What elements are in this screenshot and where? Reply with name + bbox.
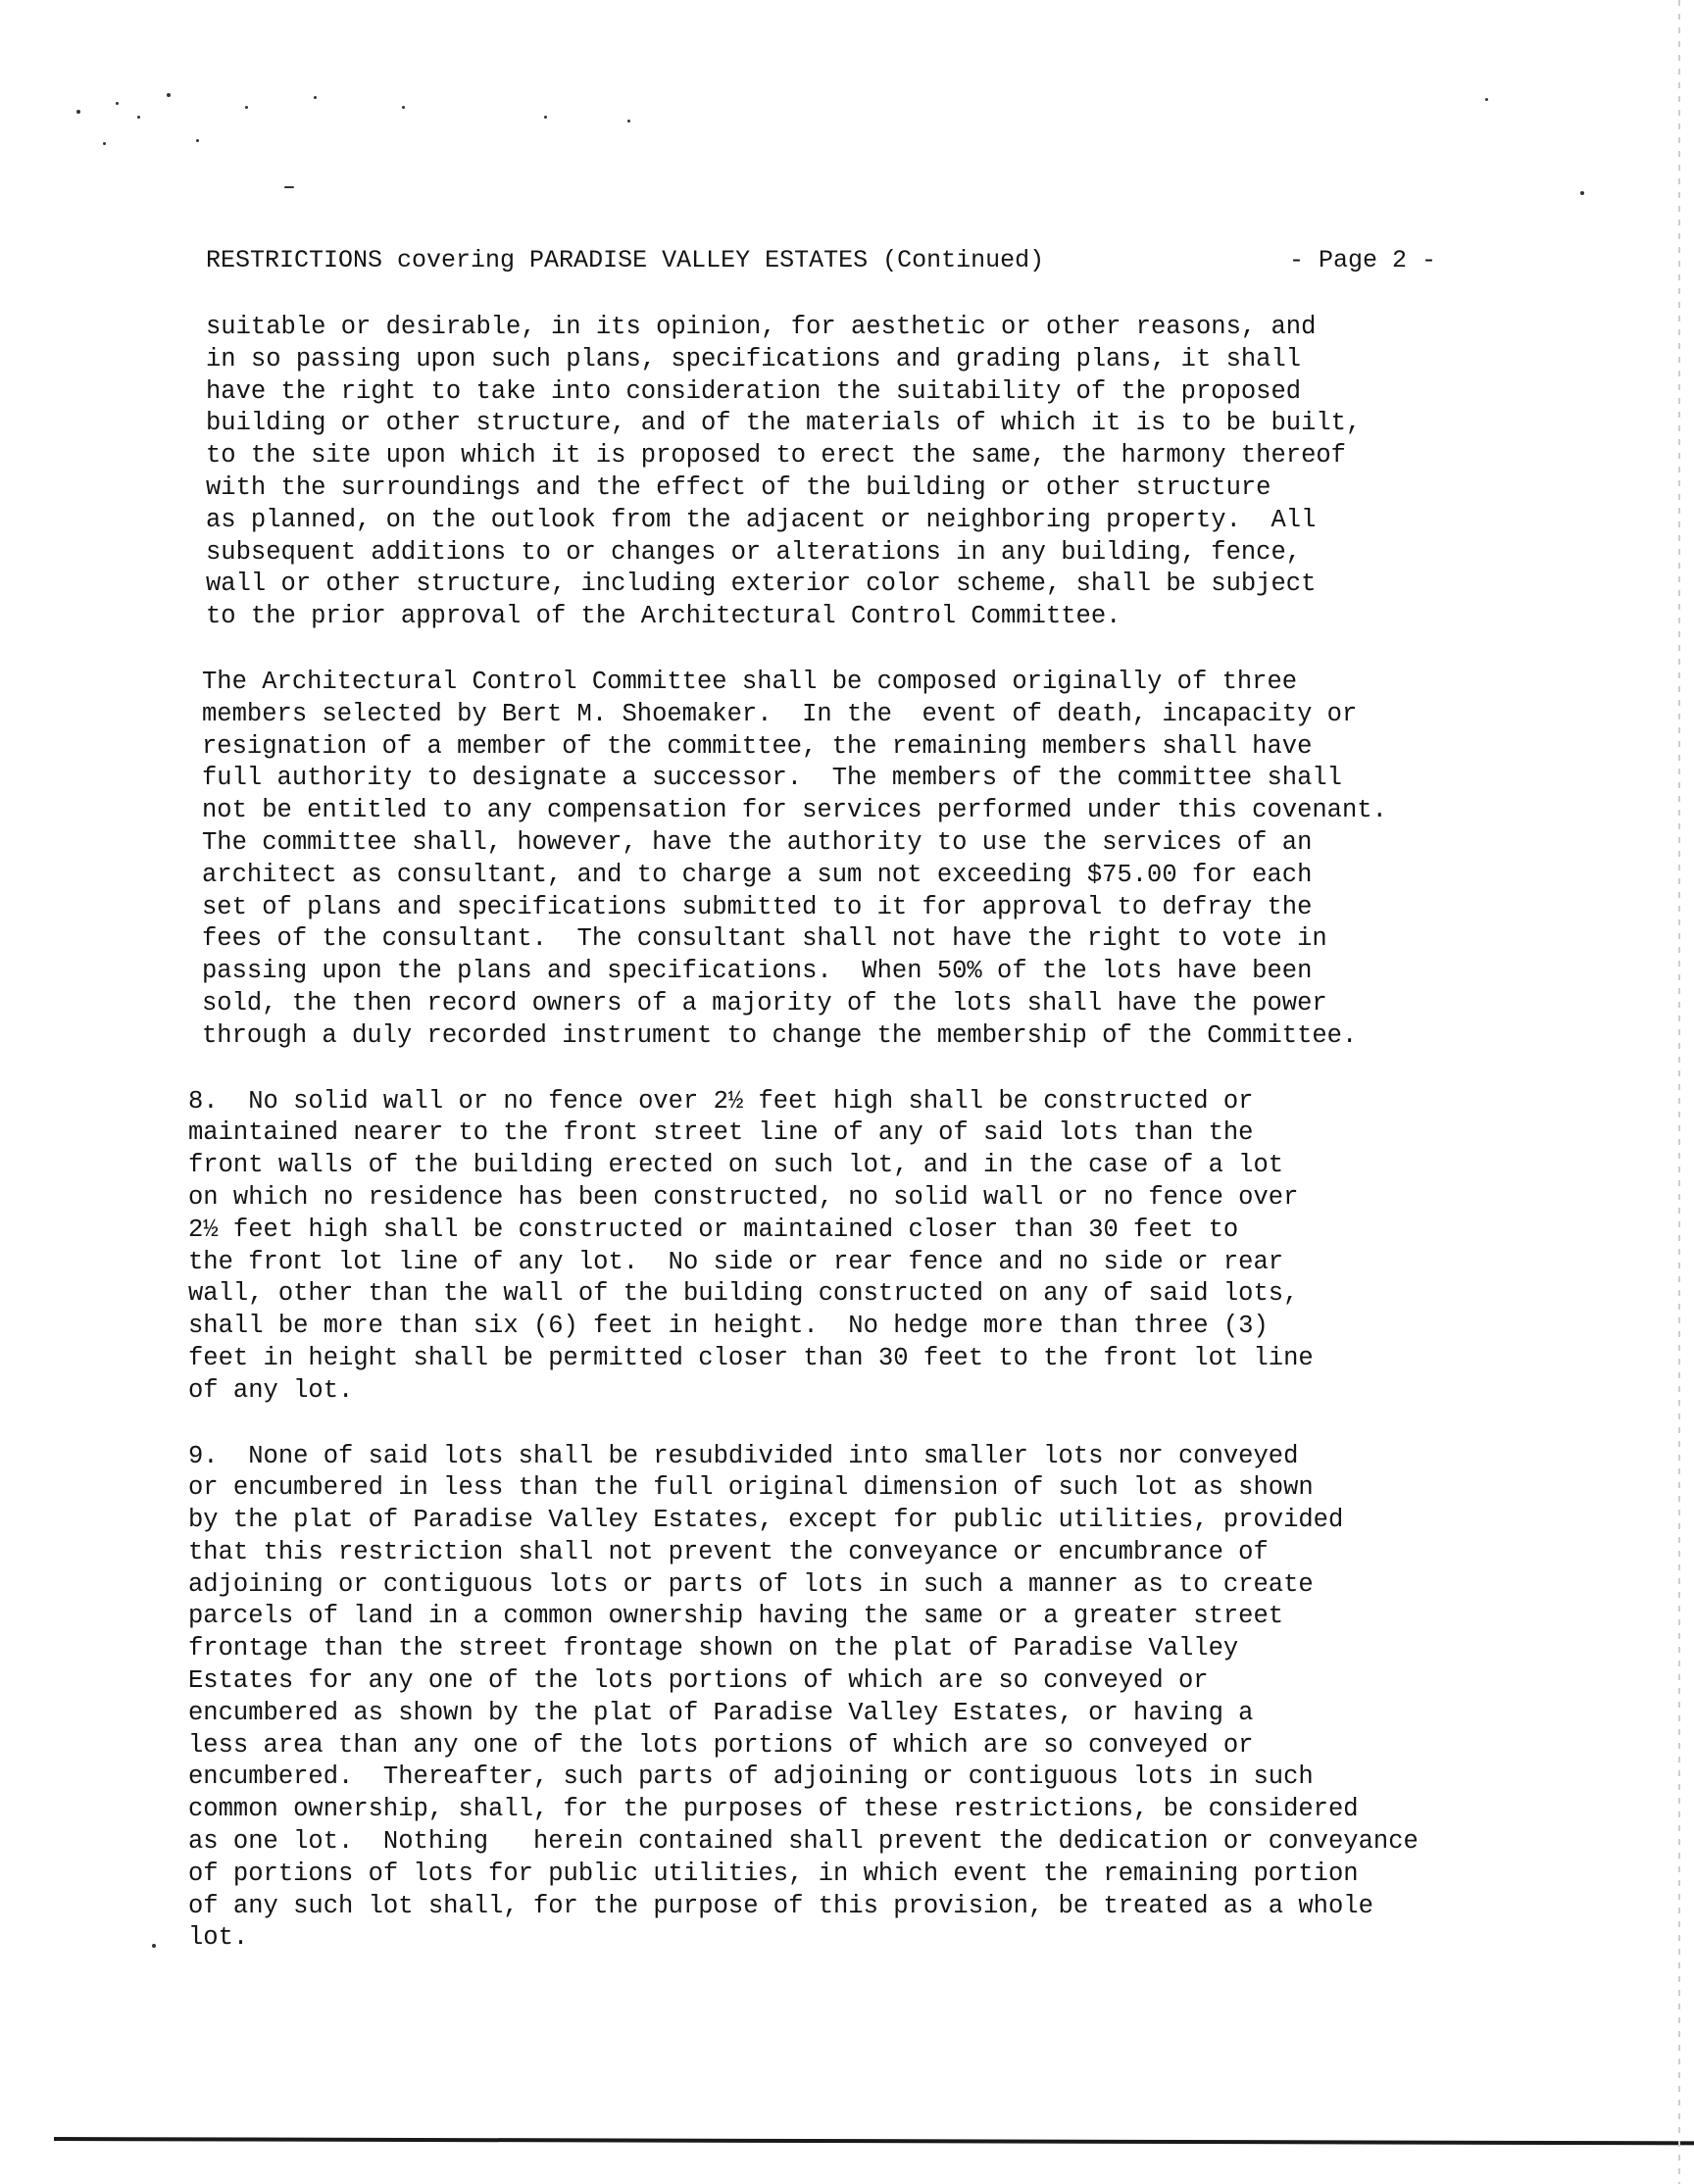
text-line: on which no residence has been constructed, no solid wall or no fence over (188, 1182, 1299, 1212)
text-line: architect as consultant, and to charge a sum not exceeding $75.00 for each (202, 860, 1313, 889)
page-number: - Page 2 - (1289, 246, 1437, 274)
scan-speck (314, 96, 317, 99)
text-line: have the right to take into consideration the suitability of the proposed (206, 376, 1302, 406)
text-line: of portions of lots for public utilities, in which event the remaining portion (188, 1859, 1359, 1888)
text-line: not be entitled to any compensation for services performed under this covenant. (202, 796, 1387, 825)
text-line: adjoining or contiguous lots or parts of lots in such a manner as to create (188, 1569, 1314, 1599)
text-line: of any lot. (188, 1375, 354, 1405)
text-line: parcels of land in a common ownership having the same or a greater street (188, 1602, 1284, 1631)
text-line: as one lot. Nothing herein contained shall prevent the dedication or conveyance (188, 1827, 1419, 1857)
text-line: passing upon the plans and specifications. When 50% of the lots have been (202, 957, 1313, 986)
scan-edge (1678, 0, 1680, 2184)
scan-speck (196, 139, 199, 142)
text-line: frontage than the street frontage shown on the plat of Paradise Valley (188, 1634, 1239, 1663)
text-line: the front lot line of any lot. No side or rear fence and no side or rear (188, 1247, 1284, 1276)
text-line: 8. No solid wall or no fence over 2½ feet high shall be constructed or (188, 1086, 1254, 1116)
paragraph-section-8 (188, 1086, 1521, 1408)
text-line: subsequent additions to or changes or alterations in any building, fence, (206, 537, 1302, 567)
paragraph-section-9 (188, 1441, 1521, 1956)
text-line: in so passing upon such plans, specifications and grading plans, it shall (206, 344, 1302, 373)
text-line: Estates for any one of the lots portions of which are so conveyed or (188, 1666, 1209, 1696)
text-line: set of plans and specifications submitted to it for approval to defray the (202, 892, 1313, 921)
text-line: as planned, on the outlook from the adjacent or neighboring property. All (206, 505, 1317, 534)
text-line: The committee shall, however, have the authority to use the services of an (202, 827, 1313, 857)
scan-speck (1485, 98, 1488, 101)
text-line: shall be more than six (6) feet in height. No hedge more than three (3) (188, 1312, 1269, 1341)
text-line: sold, the then record owners of a majority of the lots shall have the power (202, 988, 1327, 1018)
text-line: to the site upon which it is proposed to erect the same, the harmony thereof (206, 441, 1346, 471)
text-line: The Architectural Control Committee shall be composed originally of three (202, 667, 1298, 696)
text-line: by the plat of Paradise Valley Estates, except for public utilities, provided (188, 1506, 1344, 1535)
text-line: feet in height shall be permitted closer than 30 feet to the front lot line (188, 1343, 1314, 1372)
scan-speck (284, 186, 294, 188)
scan-speck (544, 116, 547, 119)
text-line: front walls of the building erected on such lot, and in the case of a lot (188, 1151, 1284, 1180)
text-line: resignation of a member of the committee, the remaining members shall have (202, 731, 1313, 761)
scan-speck (103, 142, 106, 145)
document-title: RESTRICTIONS covering PARADISE VALLEY ESTATES (Continued) (206, 246, 1045, 274)
text-line: 9. None of said lots shall be resubdivided into smaller lots nor conveyed (188, 1441, 1299, 1470)
bottom-rule-line (54, 2137, 1694, 2145)
scan-speck (627, 120, 630, 123)
text-line: that this restriction shall not prevent the conveyance or encumbrance of (188, 1537, 1269, 1566)
scan-speck (116, 102, 119, 105)
text-line: less area than any one of the lots portions of which are so conveyed or (188, 1730, 1254, 1760)
text-line: with the surroundings and the effect of the building or other structure (206, 472, 1271, 502)
text-line: maintained nearer to the front street line of any of said lots than the (188, 1118, 1254, 1148)
text-line: building or other structure, and of the materials of which it is to be built, (206, 409, 1362, 438)
text-line: full authority to designate a successor. The members of the committee shall (202, 764, 1342, 793)
text-line: through a duly recorded instrument to change the membership of the Committee. (202, 1020, 1358, 1050)
text-line: fees of the consultant. The consultant shall not have the right to vote in (202, 924, 1327, 954)
paragraph-approval (188, 312, 1521, 633)
text-line: to the prior approval of the Architectural Control Committee. (206, 602, 1121, 631)
text-line: of any such lot shall, for the purpose of this provision, be treated as a whole (188, 1891, 1373, 1920)
text-line: encumbered. Thereafter, such parts of adjoining or contiguous lots in such (188, 1762, 1314, 1792)
text-line: wall, other than the wall of the building constructed on any of said lots, (188, 1279, 1299, 1309)
paragraph-committee (188, 667, 1521, 1053)
text-line: suitable or desirable, in its opinion, for aesthetic or other reasons, and (206, 313, 1317, 341)
text-line: 2½ feet high shall be constructed or maintained closer than 30 feet to (188, 1215, 1239, 1244)
scan-speck (76, 110, 80, 114)
text-line: members selected by Bert M. Shoemaker. In the event of death, incapacity or (202, 699, 1358, 728)
scan-speck (137, 116, 140, 119)
scan-speck (152, 1944, 156, 1948)
text-line: or encumbered in less than the full original dimension of such lot as shown (188, 1473, 1314, 1503)
document-body (188, 312, 1521, 1988)
scan-speck (167, 93, 171, 97)
text-line: encumbered as shown by the plat of Paradise Valley Estates, or having a (188, 1698, 1254, 1727)
scan-speck (245, 106, 248, 109)
scan-speck (1580, 191, 1584, 195)
text-line: lot. (188, 1923, 249, 1953)
scan-speck (402, 106, 405, 109)
text-line: wall or other structure, including exterior color scheme, shall be subject (206, 570, 1317, 599)
text-line: common ownership, shall, for the purposes of these restrictions, be considered (188, 1795, 1359, 1824)
